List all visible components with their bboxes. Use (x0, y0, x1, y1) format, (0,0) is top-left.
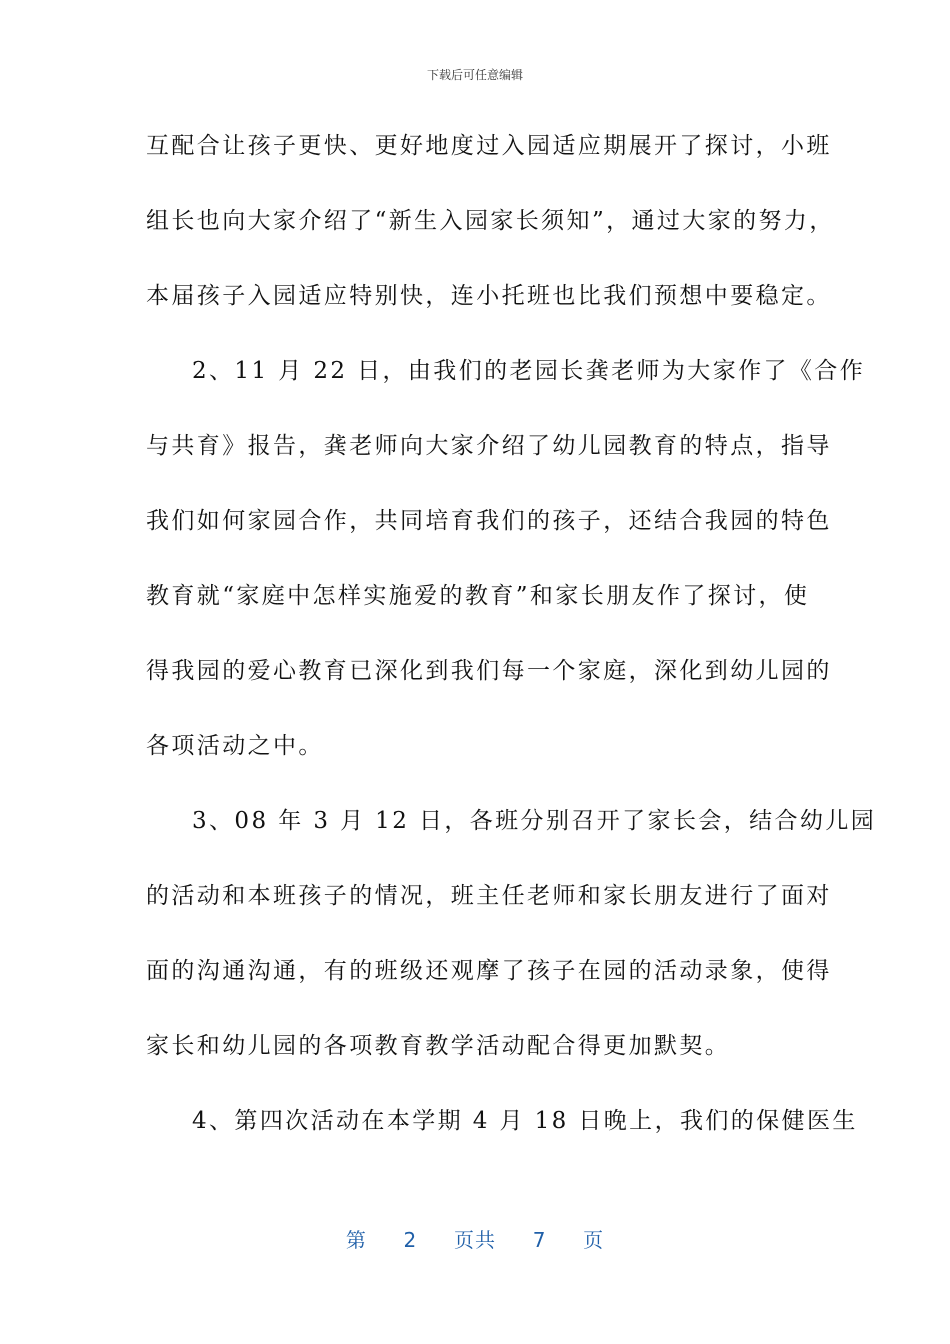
text-line: 我们如何家园合作，共同培育我们的孩子，还结合我园的特色 (146, 508, 832, 534)
paragraph-start-line: 3、08 年 3 月 12 日，各班分别召开了家长会，结合幼儿园 (192, 808, 877, 834)
text-line: 得我园的爱心教育已深化到我们每一个家庭，深化到幼儿园的 (146, 658, 832, 684)
page-total: 7 (532, 1228, 547, 1252)
page-footer (0, 1224, 950, 1253)
page-header: 下载后可任意编辑 (426, 68, 523, 82)
text-line: 各项活动之中。 (146, 733, 324, 759)
page-suffix: 页 (583, 1228, 605, 1252)
page-prefix: 第 (345, 1228, 367, 1252)
document-body (146, 124, 877, 1174)
text-line: 组长也向大家介绍了“新生入园家长须知”，通过大家的努力， (146, 208, 835, 234)
text-line: 本届孩子入园适应特别快，连小托班也比我们预想中要稳定。 (146, 283, 832, 309)
text-line: 与共育》报告，龚老师向大家介绍了幼儿园教育的特点，指导 (146, 433, 832, 459)
text-line: 家长和幼儿园的各项教育教学活动配合得更加默契。 (146, 1033, 731, 1059)
text-line: 教育就“家庭中怎样实施爱的教育”和家长朋友作了探讨，使 (146, 583, 810, 609)
page-number: 2 (403, 1228, 418, 1252)
text-line: 面的沟通沟通，有的班级还观摩了孩子在园的活动录象，使得 (146, 958, 832, 984)
text-line: 互配合让孩子更快、更好地度过入园适应期展开了探讨，小班 (146, 133, 832, 159)
text-line: 的活动和本班孩子的情况，班主任老师和家长朋友进行了面对 (146, 883, 832, 909)
page-middle: 页共 (454, 1228, 496, 1252)
paragraph-start-line: 4、第四次活动在本学期 4 月 18 日晚上，我们的保健医生 (192, 1108, 858, 1134)
paragraph-start-line: 2、11 月 22 日，由我们的老园长龚老师为大家作了《合作 (192, 358, 866, 384)
